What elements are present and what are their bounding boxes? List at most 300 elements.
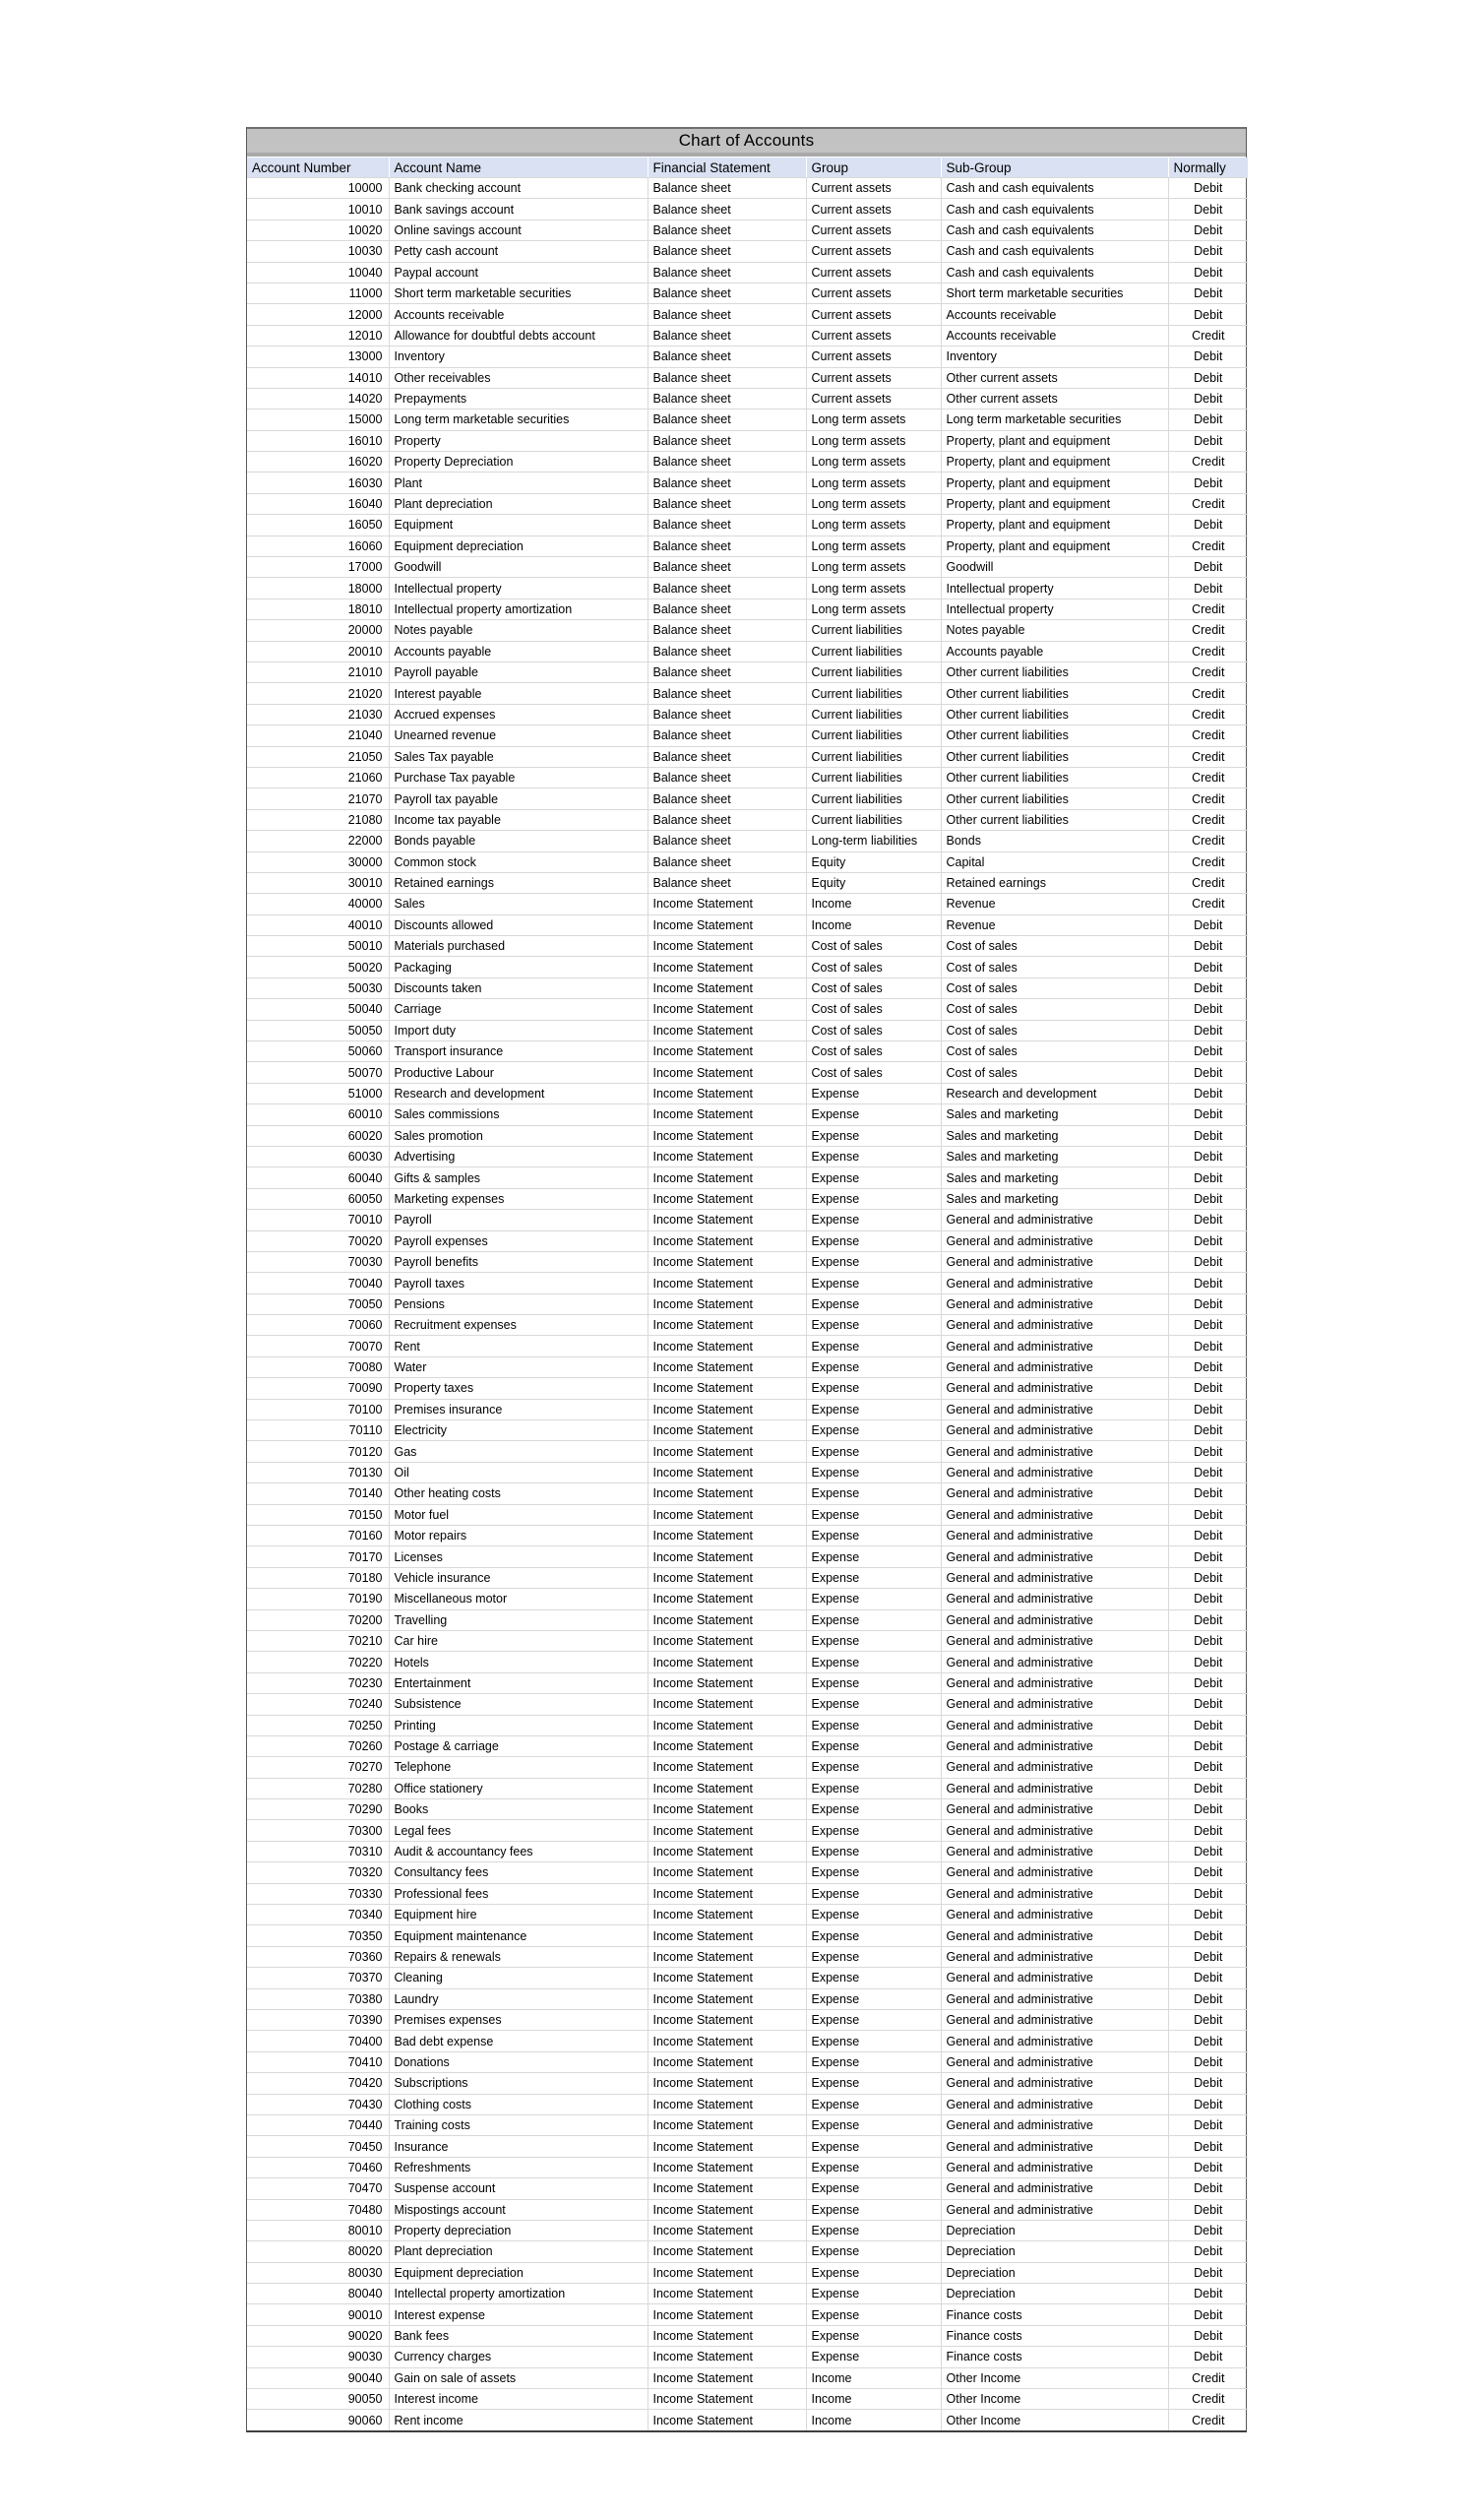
cell-account-name: Audit & accountancy fees xyxy=(389,1841,648,1861)
cell-account-number: 17000 xyxy=(247,557,389,578)
cell-account-name: Equipment maintenance xyxy=(389,1925,648,1946)
cell-account-number: 50070 xyxy=(247,1062,389,1083)
cell-financial-statement: Balance sheet xyxy=(648,493,806,514)
cell-normally: Debit xyxy=(1168,304,1248,325)
cell-group: Expense xyxy=(806,2262,941,2283)
cell-account-number: 16060 xyxy=(247,536,389,556)
cell-normally: Credit xyxy=(1168,536,1248,556)
cell-normally: Debit xyxy=(1168,388,1248,409)
cell-normally: Debit xyxy=(1168,1757,1248,1778)
cell-group: Long term assets xyxy=(806,578,941,598)
cell-group: Expense xyxy=(806,1526,941,1546)
table-row xyxy=(247,872,1248,893)
cell-account-number: 16050 xyxy=(247,515,389,536)
cell-normally: Debit xyxy=(1168,2157,1248,2177)
table-title: Chart of Accounts xyxy=(247,127,1246,157)
cell-sub-group: Accounts receivable xyxy=(941,304,1168,325)
cell-normally: Debit xyxy=(1168,1567,1248,1588)
cell-account-number: 16010 xyxy=(247,430,389,451)
cell-account-name: Books xyxy=(389,1799,648,1820)
cell-normally: Debit xyxy=(1168,2094,1248,2114)
cell-financial-statement: Income Statement xyxy=(648,1862,806,1883)
cell-group: Expense xyxy=(806,1988,941,2009)
table-row xyxy=(247,1462,1248,1482)
table-row xyxy=(247,851,1248,872)
cell-sub-group: General and administrative xyxy=(941,1841,1168,1861)
cell-sub-group: Other current assets xyxy=(941,367,1168,388)
cell-group: Long term assets xyxy=(806,472,941,493)
cell-financial-statement: Balance sheet xyxy=(648,620,806,641)
cell-financial-statement: Income Statement xyxy=(648,1104,806,1125)
cell-normally: Debit xyxy=(1168,1799,1248,1820)
cell-group: Cost of sales xyxy=(806,977,941,998)
table-row xyxy=(247,662,1248,682)
cell-group: Current liabilities xyxy=(806,641,941,662)
cell-account-name: Vehicle insurance xyxy=(389,1567,648,1588)
cell-sub-group: General and administrative xyxy=(941,1609,1168,1630)
cell-group: Expense xyxy=(806,1336,941,1356)
cell-financial-statement: Income Statement xyxy=(648,2136,806,2157)
cell-sub-group: Cash and cash equivalents xyxy=(941,199,1168,220)
table-row xyxy=(247,831,1248,851)
cell-financial-statement: Income Statement xyxy=(648,1652,806,1672)
cell-group: Expense xyxy=(806,1273,941,1293)
cell-account-number: 70170 xyxy=(247,1546,389,1567)
cell-sub-group: General and administrative xyxy=(941,1630,1168,1651)
cell-financial-statement: Income Statement xyxy=(648,1630,806,1651)
cell-sub-group: General and administrative xyxy=(941,1946,1168,1967)
cell-account-number: 70370 xyxy=(247,1968,389,1988)
cell-financial-statement: Income Statement xyxy=(648,1567,806,1588)
cell-financial-statement: Balance sheet xyxy=(648,641,806,662)
cell-financial-statement: Income Statement xyxy=(648,1020,806,1040)
table-row xyxy=(247,452,1248,472)
cell-normally: Debit xyxy=(1168,1526,1248,1546)
cell-normally: Credit xyxy=(1192,2413,1225,2427)
cell-account-name: Travelling xyxy=(389,1609,648,1630)
table-row xyxy=(247,325,1248,346)
cell-group: Expense xyxy=(806,1820,941,1841)
cell-financial-statement: Income Statement xyxy=(648,1589,806,1609)
cell-account-number: 60040 xyxy=(247,1167,389,1188)
cell-account-number: 30000 xyxy=(247,851,389,872)
cell-account-number: 11000 xyxy=(247,283,389,303)
cell-sub-group: General and administrative xyxy=(941,2073,1168,2094)
cell-sub-group: Property, plant and equipment xyxy=(941,515,1168,536)
cell-account-name: Retained earnings xyxy=(389,872,648,893)
cell-account-number: 70230 xyxy=(247,1672,389,1693)
cell-group: Current assets xyxy=(806,388,941,409)
cell-normally: Debit xyxy=(1168,1020,1248,1040)
table-row xyxy=(247,1652,1248,1672)
cell-group: Income xyxy=(806,2410,941,2430)
table-row xyxy=(247,2262,1248,2283)
table-row xyxy=(247,1609,1248,1630)
cell-sub-group: Finance costs xyxy=(941,2304,1168,2325)
cell-account-number: 70150 xyxy=(247,1504,389,1525)
cell-financial-statement: Income Statement xyxy=(648,1735,806,1756)
cell-financial-statement: Balance sheet xyxy=(648,515,806,536)
cell-group: Expense xyxy=(806,1630,941,1651)
cell-account-name: Currency charges xyxy=(389,2347,648,2367)
table-row xyxy=(247,2367,1248,2388)
cell-normally: Credit xyxy=(1168,788,1248,809)
cell-financial-statement: Income Statement xyxy=(648,1167,806,1188)
cell-sub-group: Depreciation xyxy=(941,2241,1168,2262)
cell-group: Current liabilities xyxy=(806,620,941,641)
cell-sub-group: General and administrative xyxy=(941,1862,1168,1883)
table-row xyxy=(247,1672,1248,1693)
cell-account-number: 10020 xyxy=(247,220,389,240)
cell-financial-statement: Income Statement xyxy=(648,2094,806,2114)
cell-sub-group: Cost of sales xyxy=(941,957,1168,977)
cell-account-name: Repairs & renewals xyxy=(389,1946,648,1967)
cell-account-number: 12010 xyxy=(247,325,389,346)
cell-sub-group: Cash and cash equivalents xyxy=(941,220,1168,240)
cell-financial-statement: Balance sheet xyxy=(648,410,806,430)
cell-sub-group: Other current liabilities xyxy=(941,725,1168,746)
cell-normally: Debit xyxy=(1168,2009,1248,2030)
cell-sub-group: Depreciation xyxy=(941,2220,1168,2240)
cell-account-number: 70090 xyxy=(247,1378,389,1399)
table-header-row xyxy=(247,158,1248,178)
cell-group: Expense xyxy=(806,1841,941,1861)
cell-normally: Debit xyxy=(1168,1230,1248,1251)
cell-financial-statement: Balance sheet xyxy=(648,430,806,451)
cell-group: Expense xyxy=(806,2347,941,2367)
table-row xyxy=(247,2051,1248,2072)
cell-financial-statement: Income Statement xyxy=(648,1125,806,1146)
table-row xyxy=(247,2389,1248,2410)
cell-normally: Debit xyxy=(1168,1041,1248,1062)
cell-account-name: Sales Tax payable xyxy=(389,746,648,767)
cell-account-number: 21030 xyxy=(247,704,389,724)
cell-financial-statement: Income Statement xyxy=(648,977,806,998)
cell-normally: Debit xyxy=(1168,1589,1248,1609)
cell-account-number: 14010 xyxy=(247,367,389,388)
cell-sub-group: General and administrative xyxy=(941,1504,1168,1525)
cell-financial-statement: Income Statement xyxy=(648,2367,806,2388)
cell-financial-statement: Balance sheet xyxy=(648,199,806,220)
cell-sub-group: General and administrative xyxy=(941,1210,1168,1230)
cell-account-name: Plant depreciation xyxy=(389,2241,648,2262)
cell-sub-group: General and administrative xyxy=(941,1735,1168,1756)
cell-normally: Debit xyxy=(1168,2262,1248,2283)
cell-account-name: Payroll tax payable xyxy=(389,788,648,809)
table-row xyxy=(247,536,1248,556)
table-row xyxy=(247,1630,1248,1651)
cell-account-name: Research and development xyxy=(389,1083,648,1103)
cell-financial-statement: Balance sheet xyxy=(648,725,806,746)
cell-group: Current liabilities xyxy=(806,788,941,809)
cell-account-name: Payroll benefits xyxy=(389,1251,648,1272)
cell-financial-statement: Balance sheet xyxy=(648,851,806,872)
table-row xyxy=(247,2325,1248,2346)
cell-financial-statement: Balance sheet xyxy=(648,662,806,682)
cell-normally: Debit xyxy=(1168,1356,1248,1377)
cell-group: Expense xyxy=(806,1146,941,1166)
table-row xyxy=(247,367,1248,388)
cell-financial-statement: Income Statement xyxy=(648,2347,806,2367)
cell-account-name: Sales commissions xyxy=(389,1104,648,1125)
cell-account-number: 70100 xyxy=(247,1399,389,1419)
cell-financial-statement: Income Statement xyxy=(648,2262,806,2283)
cell-account-number: 21070 xyxy=(247,788,389,809)
cell-normally: Debit xyxy=(1168,515,1248,536)
cell-account-number: 70310 xyxy=(247,1841,389,1861)
cell-financial-statement: Income Statement xyxy=(648,1420,806,1441)
cell-normally: Debit xyxy=(1168,914,1248,935)
table-row xyxy=(247,1251,1248,1272)
cell-group: Current liabilities xyxy=(806,725,941,746)
cell-financial-statement: Balance sheet xyxy=(648,220,806,240)
cell-group: Current assets xyxy=(806,262,941,283)
cell-account-name: Licenses xyxy=(389,1546,648,1567)
cell-account-name: Other heating costs xyxy=(389,1483,648,1504)
cell-account-number: 16040 xyxy=(247,493,389,514)
cell-financial-statement: Balance sheet xyxy=(648,178,806,199)
cell-group: Expense xyxy=(806,1694,941,1715)
cell-account-name: Payroll taxes xyxy=(389,1273,648,1293)
cell-sub-group: Other Income xyxy=(941,2367,1168,2388)
table-row xyxy=(247,1526,1248,1546)
cell-account-name: Recruitment expenses xyxy=(389,1315,648,1336)
table-row xyxy=(247,1062,1248,1083)
cell-financial-statement: Balance sheet xyxy=(648,452,806,472)
table-row xyxy=(247,1715,1248,1735)
cell-financial-statement: Income Statement xyxy=(648,2031,806,2051)
cell-sub-group: Other current liabilities xyxy=(941,746,1168,767)
cell-normally: Credit xyxy=(1168,851,1248,872)
cell-account-name: Purchase Tax payable xyxy=(389,767,648,788)
cell-account-number: 70460 xyxy=(247,2157,389,2177)
column-header-group: Group xyxy=(806,158,941,178)
cell-account-number: 21050 xyxy=(247,746,389,767)
cell-financial-statement: Income Statement xyxy=(648,1715,806,1735)
cell-account-name: Property Depreciation xyxy=(389,452,648,472)
cell-financial-statement: Balance sheet xyxy=(648,241,806,262)
cell-sub-group: Research and development xyxy=(941,1083,1168,1103)
cell-normally: Debit xyxy=(1168,1609,1248,1630)
cell-account-number: 60030 xyxy=(247,1146,389,1166)
cell-normally: Debit xyxy=(1168,2114,1248,2135)
cell-group: Expense xyxy=(806,1378,941,1399)
cell-normally: Debit xyxy=(1168,1672,1248,1693)
cell-normally: Debit xyxy=(1168,977,1248,998)
cell-account-name: Insurance xyxy=(389,2136,648,2157)
cell-sub-group: General and administrative xyxy=(941,1820,1168,1841)
cell-group: Current assets xyxy=(806,178,941,199)
cell-account-name: Unearned revenue xyxy=(389,725,648,746)
cell-account-name: Postage & carriage xyxy=(389,1735,648,1756)
cell-group: Long term assets xyxy=(806,557,941,578)
table-row xyxy=(247,493,1248,514)
table-row xyxy=(247,914,1248,935)
cell-account-name: Professional fees xyxy=(389,1883,648,1904)
cell-group: Expense xyxy=(806,1188,941,1209)
cell-group: Expense xyxy=(806,1799,941,1820)
cell-financial-statement: Balance sheet xyxy=(648,704,806,724)
cell-account-number: 60020 xyxy=(247,1125,389,1146)
cell-financial-statement: Income Statement xyxy=(648,1315,806,1336)
cell-sub-group: General and administrative xyxy=(941,1652,1168,1672)
cell-financial-statement: Income Statement xyxy=(648,1988,806,2009)
table-row xyxy=(247,598,1248,619)
cell-group: Current liabilities xyxy=(806,767,941,788)
table-row xyxy=(247,1799,1248,1820)
cell-account-name: Property depreciation xyxy=(389,2220,648,2240)
table-row xyxy=(247,1925,1248,1946)
cell-sub-group: Cash and cash equivalents xyxy=(941,241,1168,262)
cell-financial-statement: Income Statement xyxy=(648,2178,806,2199)
cell-normally: Debit xyxy=(1168,1441,1248,1462)
table-row xyxy=(247,1988,1248,2009)
table-row xyxy=(247,2220,1248,2240)
column-header-financial-statement: Financial Statement xyxy=(648,158,806,178)
cell-normally: Debit xyxy=(1168,1293,1248,1314)
cell-normally: Debit xyxy=(1168,2220,1248,2240)
cell-sub-group: Inventory xyxy=(941,346,1168,367)
table-row xyxy=(247,1441,1248,1462)
table-row xyxy=(247,2114,1248,2135)
cell-sub-group: General and administrative xyxy=(941,1778,1168,1798)
cell-sub-group: Cost of sales xyxy=(941,1041,1168,1062)
cell-group: Expense xyxy=(806,2284,941,2304)
cell-financial-statement: Balance sheet xyxy=(648,788,806,809)
cell-account-number: 90060 xyxy=(247,2410,389,2430)
table-row xyxy=(247,472,1248,493)
cell-account-number: 70340 xyxy=(247,1905,389,1925)
cell-financial-statement: Balance sheet xyxy=(648,283,806,303)
cell-sub-group: Short term marketable securities xyxy=(941,283,1168,303)
cell-account-number: 70470 xyxy=(247,2178,389,2199)
cell-account-name: Electricity xyxy=(389,1420,648,1441)
cell-group: Expense xyxy=(806,1441,941,1462)
cell-account-number: 10030 xyxy=(247,241,389,262)
cell-account-name: Plant xyxy=(389,472,648,493)
cell-financial-statement: Income Statement xyxy=(648,1883,806,1904)
cell-account-name: Premises insurance xyxy=(389,1399,648,1419)
cell-normally: Debit xyxy=(1168,2241,1248,2262)
cell-normally: Debit xyxy=(1168,1378,1248,1399)
cell-account-number: 70430 xyxy=(247,2094,389,2114)
cell-account-name: Payroll payable xyxy=(389,662,648,682)
cell-group: Expense xyxy=(806,2073,941,2094)
table-row xyxy=(247,199,1248,220)
cell-financial-statement: Balance sheet xyxy=(648,262,806,283)
cell-normally: Credit xyxy=(1168,894,1248,914)
cell-group: Expense xyxy=(806,2094,941,2114)
cell-account-name: Interest income xyxy=(389,2389,648,2410)
cell-sub-group: Bonds xyxy=(941,831,1168,851)
cell-normally: Credit xyxy=(1168,493,1248,514)
cell-account-number: 70260 xyxy=(247,1735,389,1756)
table-row xyxy=(247,2241,1248,2262)
cell-sub-group: Sales and marketing xyxy=(941,1104,1168,1125)
cell-group: Expense xyxy=(806,1504,941,1525)
cell-financial-statement: Income Statement xyxy=(648,1841,806,1861)
cell-account-number: 18000 xyxy=(247,578,389,598)
table-row xyxy=(247,746,1248,767)
cell-financial-statement: Balance sheet xyxy=(648,831,806,851)
cell-account-name: Discounts allowed xyxy=(389,914,648,935)
cell-account-name: Carriage xyxy=(389,999,648,1020)
cell-normally: Credit xyxy=(1168,725,1248,746)
cell-financial-statement: Income Statement xyxy=(648,2241,806,2262)
cell-account-number: 70410 xyxy=(247,2051,389,2072)
cell-account-name: Car hire xyxy=(389,1630,648,1651)
cell-normally: Debit xyxy=(1168,999,1248,1020)
cell-account-name: Materials purchased xyxy=(389,936,648,957)
cell-account-name: Hotels xyxy=(389,1652,648,1672)
cell-group: Current assets xyxy=(806,367,941,388)
cell-group: Current assets xyxy=(806,283,941,303)
cell-account-name: Refreshments xyxy=(389,2157,648,2177)
cell-account-number: 70040 xyxy=(247,1273,389,1293)
cell-normally: Debit xyxy=(1168,199,1248,220)
cell-account-name: Import duty xyxy=(389,1020,648,1040)
cell-normally: Debit xyxy=(1168,1462,1248,1482)
cell-normally: Debit xyxy=(1168,220,1248,240)
cell-financial-statement: Balance sheet xyxy=(648,388,806,409)
table-row xyxy=(247,430,1248,451)
cell-financial-statement: Income Statement xyxy=(648,914,806,935)
cell-account-name: Bad debt expense xyxy=(389,2031,648,2051)
cell-group: Expense xyxy=(806,1315,941,1336)
cell-account-name: Laundry xyxy=(389,1988,648,2009)
cell-account-number: 90010 xyxy=(247,2304,389,2325)
cell-sub-group: Notes payable xyxy=(941,620,1168,641)
cell-group: Expense xyxy=(806,1462,941,1482)
column-header-normally: Normally xyxy=(1168,158,1248,178)
cell-sub-group: Property, plant and equipment xyxy=(941,536,1168,556)
cell-account-number: 70360 xyxy=(247,1946,389,1967)
cell-account-name: Motor fuel xyxy=(389,1504,648,1525)
cell-account-number: 40010 xyxy=(247,914,389,935)
cell-account-name: Plant depreciation xyxy=(389,493,648,514)
cell-normally: Debit xyxy=(1168,2347,1248,2367)
cell-account-number: 80020 xyxy=(247,2241,389,2262)
cell-group: Expense xyxy=(806,1905,941,1925)
cell-normally: Credit xyxy=(1168,2367,1248,2388)
cell-sub-group: General and administrative xyxy=(941,1336,1168,1356)
cell-group: Current assets xyxy=(806,304,941,325)
table-row xyxy=(247,704,1248,724)
cell-account-name: Accrued expenses xyxy=(389,704,648,724)
cell-account-name: Notes payable xyxy=(389,620,648,641)
cell-account-number: 21020 xyxy=(247,683,389,704)
cell-group: Expense xyxy=(806,2220,941,2240)
cell-group: Long term assets xyxy=(806,493,941,514)
cell-group: Expense xyxy=(806,1968,941,1988)
table-row xyxy=(247,2199,1248,2220)
cell-group: Expense xyxy=(806,2199,941,2220)
cell-group: Current assets xyxy=(806,220,941,240)
cell-sub-group: Other current liabilities xyxy=(941,704,1168,724)
table-row xyxy=(247,578,1248,598)
cell-financial-statement: Balance sheet xyxy=(648,304,806,325)
table-row xyxy=(247,2009,1248,2030)
table-row xyxy=(247,2178,1248,2199)
cell-account-name: Packaging xyxy=(389,957,648,977)
cell-financial-statement: Balance sheet xyxy=(648,472,806,493)
cell-normally: Debit xyxy=(1168,578,1248,598)
cell-normally: Credit xyxy=(1168,598,1248,619)
cell-normally: Debit xyxy=(1168,1062,1248,1083)
cell-account-number: 21060 xyxy=(247,767,389,788)
table-row xyxy=(247,1273,1248,1293)
cell-account-name: Property taxes xyxy=(389,1378,648,1399)
